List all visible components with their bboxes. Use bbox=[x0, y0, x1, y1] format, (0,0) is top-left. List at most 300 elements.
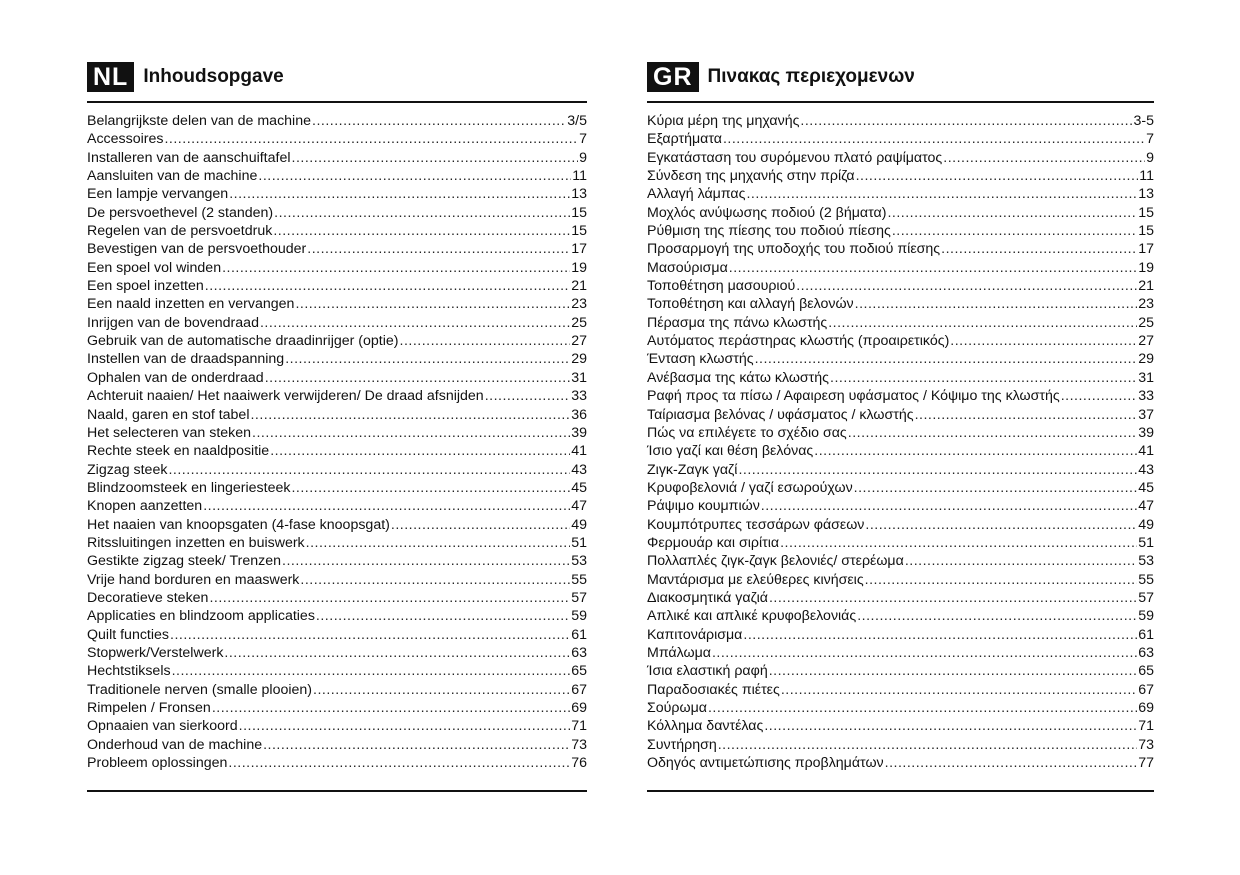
toc-entry-page: 67 bbox=[571, 681, 587, 698]
toc-entry-page: 65 bbox=[571, 663, 587, 680]
toc-entry-label: Accessoires bbox=[87, 131, 164, 148]
toc-entry bbox=[87, 479, 587, 497]
toc-entry-page: 51 bbox=[1138, 534, 1154, 551]
dot-leader bbox=[313, 681, 570, 699]
toc-entry-label: Quilt functies bbox=[87, 626, 170, 643]
toc-entry-label: Εγκατάσταση του συρόμενου πλατό ραψίματος bbox=[647, 149, 943, 166]
toc-entry bbox=[647, 662, 1154, 680]
toc-entry-label: Φερμουάρ και σιρίτια bbox=[647, 534, 780, 551]
toc-entry bbox=[647, 552, 1154, 570]
dot-leader bbox=[857, 607, 1137, 625]
toc-entry bbox=[647, 387, 1154, 405]
toc-entry bbox=[647, 589, 1154, 607]
toc-entry bbox=[647, 295, 1154, 313]
dot-leader bbox=[780, 534, 1137, 552]
section-header-nl bbox=[87, 62, 587, 92]
toc-entry-label: Rimpelen / Fronsen bbox=[87, 700, 211, 716]
toc-entry bbox=[647, 222, 1154, 240]
toc-entry-page: 39 bbox=[571, 424, 587, 441]
toc-entry bbox=[647, 534, 1154, 552]
toc-entry bbox=[87, 626, 587, 644]
toc-entry-page: 27 bbox=[1138, 333, 1154, 350]
toc-entry-label: Κρυφοβελονιά / γαζί εσωρούχων bbox=[647, 479, 853, 496]
toc-entry-label: Traditionele nerven (smalle plooien) bbox=[87, 681, 313, 698]
toc-entry bbox=[647, 277, 1154, 295]
toc-entry-label: Μαντάρισμα με ελεύθερες κινήσεις bbox=[647, 571, 864, 588]
toc-entry-label: Ράψιμο κουμπιών bbox=[647, 498, 760, 515]
toc-entry-label: Een spoel inzetten bbox=[87, 278, 204, 295]
toc-entry-label: Zigzag steek bbox=[87, 461, 168, 478]
toc-entry bbox=[87, 332, 587, 350]
toc-entry-label: Πέρασμα της πάνω κλωστής bbox=[647, 314, 828, 331]
dot-leader bbox=[224, 644, 570, 662]
toc-entry bbox=[87, 717, 587, 735]
dot-leader bbox=[718, 736, 1137, 754]
toc-entry bbox=[647, 240, 1154, 258]
toc-entry bbox=[87, 589, 587, 607]
toc-entry-page: 17 bbox=[1138, 241, 1154, 258]
dot-leader bbox=[295, 295, 570, 313]
dot-leader bbox=[239, 717, 571, 735]
toc-entry-page: 23 bbox=[1138, 296, 1154, 313]
toc-entry-page: 33 bbox=[1138, 388, 1154, 405]
toc-entry-label: Σούρωμα bbox=[647, 700, 707, 716]
dot-leader bbox=[830, 369, 1137, 387]
dot-leader bbox=[312, 112, 566, 130]
toc-entry-label: Ophalen van de onderdraad bbox=[87, 369, 264, 386]
toc-entry bbox=[87, 314, 587, 332]
toc-entry bbox=[87, 350, 587, 368]
dot-leader bbox=[229, 185, 570, 203]
dot-leader bbox=[708, 699, 1137, 717]
toc-entry-page: 27 bbox=[571, 333, 587, 350]
toc-entry-label: Ίσιο γαζί και θέση βελόνας bbox=[647, 443, 814, 460]
toc-entry-page: 36 bbox=[571, 406, 587, 423]
toc-entry-page: 67 bbox=[1138, 681, 1154, 698]
toc-entry bbox=[647, 497, 1154, 515]
toc-entry-page: 49 bbox=[571, 516, 587, 533]
toc-entry-label: Μπάλωμα bbox=[647, 644, 711, 661]
toc-entry-label: Naald, garen en stof tabel bbox=[87, 406, 250, 423]
toc-entry-page: 9 bbox=[579, 149, 587, 166]
dot-leader bbox=[781, 681, 1137, 699]
toc-entry-label: Een lampje vervangen bbox=[87, 186, 229, 203]
toc-entry-page: 23 bbox=[571, 296, 587, 313]
toc-entry-label: Hechtstiksels bbox=[87, 663, 171, 680]
toc-entry-page: 11 bbox=[1139, 168, 1154, 185]
toc-entry bbox=[647, 479, 1154, 497]
header-divider-nl bbox=[87, 101, 587, 103]
footer-divider-nl bbox=[87, 790, 587, 792]
toc-entry-page: 13 bbox=[1138, 186, 1154, 203]
toc-entry-page: 45 bbox=[1138, 479, 1154, 496]
dot-leader bbox=[943, 149, 1145, 167]
dot-leader bbox=[856, 167, 1139, 185]
toc-entry bbox=[647, 130, 1154, 148]
dot-leader bbox=[738, 461, 1137, 479]
toc-entry-label: Bevestigen van de persvoethouder bbox=[87, 241, 307, 258]
dot-leader bbox=[769, 589, 1137, 607]
toc-entry bbox=[647, 149, 1154, 167]
toc-entry-page: 37 bbox=[1138, 406, 1154, 423]
toc-entry bbox=[647, 204, 1154, 222]
toc-list-nl bbox=[87, 112, 587, 772]
toc-entry-page: 15 bbox=[571, 204, 587, 221]
dot-leader bbox=[316, 607, 570, 625]
dot-leader bbox=[950, 332, 1137, 350]
dot-leader bbox=[228, 754, 570, 772]
toc-entry-page: 71 bbox=[571, 718, 587, 735]
toc-entry-label: Het naaien van knoopsgaten (4-fase knoopsgat) bbox=[87, 516, 390, 533]
toc-entry-page: 61 bbox=[1138, 626, 1154, 643]
toc-entry bbox=[87, 149, 587, 167]
toc-entry bbox=[647, 314, 1154, 332]
toc-entry-page: 39 bbox=[1138, 424, 1154, 441]
toc-entry-label: Συντήρηση bbox=[647, 736, 717, 753]
dot-leader bbox=[282, 552, 570, 570]
toc-entry-label: Παραδοσιακές πιέτες bbox=[647, 681, 780, 698]
dot-leader bbox=[855, 295, 1138, 313]
dot-leader bbox=[712, 644, 1137, 662]
toc-entry-label: Gebruik van de automatische draadinrijger (optie) bbox=[87, 333, 399, 350]
dot-leader bbox=[865, 571, 1138, 589]
toc-entry bbox=[647, 185, 1154, 203]
dot-leader bbox=[291, 479, 570, 497]
dot-leader bbox=[209, 589, 570, 607]
toc-entry-label: Μοχλός ανύψωσης ποδιού (2 βήματα) bbox=[647, 204, 887, 221]
header-divider-gr bbox=[647, 101, 1154, 103]
toc-entry-label: Instellen van de draadspanning bbox=[87, 351, 285, 368]
toc-entry-page: 7 bbox=[1146, 131, 1154, 148]
toc-entry-label: Κόλλημα δαντέλας bbox=[647, 718, 764, 735]
toc-entry-page: 76 bbox=[571, 755, 587, 772]
dot-leader bbox=[222, 259, 570, 277]
footer-divider-gr bbox=[647, 790, 1154, 792]
toc-entry-label: Installeren van de aanschuiftafel bbox=[87, 149, 291, 166]
toc-entry-page: 21 bbox=[571, 278, 587, 295]
toc-entry-page: 73 bbox=[571, 736, 587, 753]
toc-entry bbox=[647, 259, 1154, 277]
toc-entry bbox=[647, 112, 1154, 130]
toc-entry-page: 57 bbox=[1138, 589, 1154, 606]
toc-entry-label: Οδηγός αντιμετώπισης προβλημάτων bbox=[647, 755, 884, 772]
dot-leader bbox=[905, 552, 1137, 570]
dot-leader bbox=[307, 240, 570, 258]
toc-entry bbox=[87, 369, 587, 387]
toc-entry-label: Belangrijkste delen van de machine bbox=[87, 113, 311, 129]
dot-leader bbox=[941, 240, 1137, 258]
dot-leader bbox=[250, 406, 570, 424]
toc-entry-page: 55 bbox=[1138, 571, 1154, 588]
dot-leader bbox=[800, 112, 1132, 130]
dot-leader bbox=[306, 534, 571, 552]
toc-entry-page: 63 bbox=[571, 644, 587, 661]
toc-entry bbox=[647, 607, 1154, 625]
toc-entry bbox=[647, 332, 1154, 350]
toc-column-gr bbox=[647, 62, 1154, 772]
dot-leader bbox=[485, 387, 571, 405]
toc-entry bbox=[87, 222, 587, 240]
toc-entry bbox=[87, 662, 587, 680]
dot-leader bbox=[796, 277, 1137, 295]
toc-entry-page: 13 bbox=[571, 186, 587, 203]
toc-entry-label: Μασούρισμα bbox=[647, 259, 728, 276]
toc-entry-label: Applicaties en blindzoom applicaties bbox=[87, 608, 315, 625]
toc-entry bbox=[87, 497, 587, 515]
toc-entry-label: Een spoel vol winden bbox=[87, 259, 222, 276]
toc-entry bbox=[87, 185, 587, 203]
dot-leader bbox=[887, 204, 1137, 222]
toc-entry-label: Blindzoomsteek en lingeriesteek bbox=[87, 479, 291, 496]
toc-entry bbox=[647, 516, 1154, 534]
toc-entry bbox=[87, 442, 587, 460]
toc-entry-label: Ritssluitingen inzetten en buiswerk bbox=[87, 534, 305, 551]
toc-entry-page: 47 bbox=[571, 498, 587, 515]
dot-leader bbox=[729, 259, 1137, 277]
language-badge-gr: GR bbox=[647, 62, 699, 92]
language-badge-nl: NL bbox=[87, 62, 134, 92]
dot-leader bbox=[885, 754, 1138, 772]
toc-entry bbox=[87, 424, 587, 442]
toc-entry-page: 65 bbox=[1138, 663, 1154, 680]
section-title-gr: Πινακας περιεχομενων bbox=[707, 66, 915, 87]
toc-entry bbox=[87, 259, 587, 277]
toc-entry-page: 31 bbox=[571, 369, 587, 386]
toc-entry-page: 77 bbox=[1138, 755, 1154, 772]
toc-entry-label: Απλικέ και απλικέ κρυφοβελονιάς bbox=[647, 608, 857, 625]
toc-entry-page: 43 bbox=[571, 461, 587, 478]
toc-entry-page: 19 bbox=[1138, 259, 1154, 276]
toc-entry bbox=[87, 552, 587, 570]
toc-entry-label: Probleem oplossingen bbox=[87, 755, 228, 772]
toc-entry bbox=[87, 681, 587, 699]
dot-leader bbox=[828, 314, 1137, 332]
toc-entry-label: Ζιγκ-Ζαγκ γαζί bbox=[647, 461, 738, 478]
toc-entry-page: 15 bbox=[1138, 223, 1154, 240]
toc-entry bbox=[647, 461, 1154, 479]
toc-entry bbox=[87, 699, 587, 717]
toc-entry-label: Achteruit naaien/ Het naaiwerk verwijderen/ De draad afsnijden bbox=[87, 388, 484, 405]
toc-entry-label: Het selecteren van steken bbox=[87, 424, 252, 441]
toc-entry-label: Διακοσμητικά γαζιά bbox=[647, 589, 768, 606]
dot-leader bbox=[258, 167, 571, 185]
toc-entry-page: 57 bbox=[571, 589, 587, 606]
toc-entry-label: Τοποθέτηση μασουριού bbox=[647, 278, 796, 295]
toc-entry-page: 11 bbox=[572, 168, 587, 185]
toc-entry-page: 3-5 bbox=[1133, 113, 1154, 129]
toc-entry-page: 29 bbox=[571, 351, 587, 368]
toc-entry-page: 63 bbox=[1138, 644, 1154, 661]
toc-entry-page: 31 bbox=[1138, 369, 1154, 386]
toc-entry-label: Regelen van de persvoetdruk bbox=[87, 223, 273, 240]
toc-list-gr bbox=[647, 112, 1154, 772]
toc-entry-label: Αλλαγή λάμπας bbox=[647, 186, 746, 203]
toc-entry bbox=[647, 644, 1154, 662]
toc-entry bbox=[87, 534, 587, 552]
toc-entry-label: Εξαρτήματα bbox=[647, 131, 722, 148]
toc-entry-page: 41 bbox=[1138, 443, 1154, 460]
toc-entry-page: 9 bbox=[1146, 149, 1154, 166]
toc-entry bbox=[87, 754, 587, 772]
toc-entry-label: Ένταση κλωστής bbox=[647, 351, 754, 368]
dot-leader bbox=[854, 479, 1138, 497]
section-title-nl: Inhoudsopgave bbox=[143, 66, 284, 87]
toc-entry-page: 25 bbox=[1138, 314, 1154, 331]
toc-entry bbox=[647, 681, 1154, 699]
toc-entry-page: 49 bbox=[1138, 516, 1154, 533]
toc-entry bbox=[647, 424, 1154, 442]
toc-entry-page: 69 bbox=[1138, 700, 1154, 716]
toc-entry-page: 15 bbox=[571, 223, 587, 240]
toc-entry-page: 53 bbox=[571, 553, 587, 570]
toc-entry-page: 69 bbox=[571, 700, 587, 716]
toc-entry-page: 55 bbox=[571, 571, 587, 588]
toc-entry-page: 59 bbox=[571, 608, 587, 625]
toc-entry-page: 3/5 bbox=[567, 113, 587, 129]
toc-entry-page: 15 bbox=[1138, 204, 1154, 221]
toc-entry-label: Καπιτονάρισμα bbox=[647, 626, 743, 643]
dot-leader bbox=[260, 314, 570, 332]
dot-leader bbox=[274, 204, 570, 222]
toc-entry bbox=[647, 571, 1154, 589]
toc-entry-label: Πολλαπλές ζιγκ-ζαγκ βελονιές/ στερέωμα bbox=[647, 553, 904, 570]
toc-entry bbox=[87, 295, 587, 313]
toc-entry bbox=[87, 644, 587, 662]
dot-leader bbox=[273, 222, 570, 240]
toc-entry-page: 47 bbox=[1138, 498, 1154, 515]
dot-leader bbox=[168, 461, 570, 479]
dot-leader bbox=[769, 662, 1138, 680]
dot-leader bbox=[723, 130, 1145, 148]
toc-entry-page: 25 bbox=[571, 314, 587, 331]
toc-entry-label: Ρύθμιση της πίεσης του ποδιού πίεσης bbox=[647, 223, 891, 240]
toc-entry bbox=[87, 736, 587, 754]
dot-leader bbox=[300, 571, 570, 589]
toc-entry-page: 43 bbox=[1138, 461, 1154, 478]
toc-entry bbox=[87, 516, 587, 534]
toc-entry bbox=[647, 699, 1154, 717]
toc-entry-label: Ανέβασμα της κάτω κλωστής bbox=[647, 369, 830, 386]
dot-leader bbox=[814, 442, 1137, 460]
toc-entry-label: Opnaaien van sierkoord bbox=[87, 718, 238, 735]
dot-leader bbox=[915, 406, 1138, 424]
toc-entry bbox=[87, 277, 587, 295]
dot-leader bbox=[391, 516, 570, 534]
toc-entry-label: Vrije hand borduren en maaswerk bbox=[87, 571, 300, 588]
toc-entry-label: Αυτόματος περάστηρας κλωστής (προαιρετικός) bbox=[647, 333, 950, 350]
toc-entry bbox=[87, 406, 587, 424]
toc-entry-label: Σύνδεση της μηχανής στην πρίζα bbox=[647, 168, 855, 185]
toc-entry-label: Gestikte zigzag steek/ Trenzen bbox=[87, 553, 281, 570]
toc-entry bbox=[87, 571, 587, 589]
toc-entry-label: Κύρια μέρη της μηχανής bbox=[647, 113, 800, 129]
dot-leader bbox=[865, 516, 1137, 534]
toc-entry bbox=[647, 736, 1154, 754]
toc-entry-label: Προσαρμογή της υποδοχής του ποδιού πίεσης bbox=[647, 241, 941, 258]
toc-entry bbox=[647, 406, 1154, 424]
toc-entry-page: 21 bbox=[1138, 278, 1154, 295]
dot-leader bbox=[205, 277, 570, 295]
toc-entry bbox=[647, 167, 1154, 185]
dot-leader bbox=[746, 185, 1137, 203]
dot-leader bbox=[755, 350, 1138, 368]
dot-leader bbox=[212, 699, 570, 717]
toc-entry-page: 29 bbox=[1138, 351, 1154, 368]
toc-entry-label: Stopwerk/Verstelwerk bbox=[87, 644, 224, 661]
dot-leader bbox=[270, 442, 570, 460]
toc-entry bbox=[87, 204, 587, 222]
dot-leader bbox=[292, 149, 579, 167]
toc-entry bbox=[87, 607, 587, 625]
dot-leader bbox=[170, 626, 570, 644]
dot-leader bbox=[761, 497, 1137, 515]
toc-entry-label: Πώς να επιλέγετε το σχέδιο σας bbox=[647, 424, 847, 441]
toc-entry-label: Ταίριασμα βελόνας / υφάσματος / κλωστής bbox=[647, 406, 914, 423]
toc-entry-label: Aansluiten van de machine bbox=[87, 168, 258, 185]
toc-entry bbox=[87, 240, 587, 258]
toc-entry-label: Een naald inzetten en vervangen bbox=[87, 296, 295, 313]
toc-entry-page: 61 bbox=[571, 626, 587, 643]
toc-entry-label: Κουμπότρυπες τεσσάρων φάσεων bbox=[647, 516, 865, 533]
dot-leader bbox=[265, 369, 571, 387]
dot-leader bbox=[1061, 387, 1138, 405]
section-header-gr bbox=[647, 62, 1154, 92]
dot-leader bbox=[764, 717, 1137, 735]
toc-entry-page: 33 bbox=[571, 388, 587, 405]
toc-entry bbox=[647, 626, 1154, 644]
toc-entry-page: 71 bbox=[1138, 718, 1154, 735]
toc-entry-label: Ραφή προς τα πίσω / Αφαιρεση υφάσματος / Κόψιμο της κλωστής bbox=[647, 388, 1060, 405]
toc-entry-label: Inrijgen van de bovendraad bbox=[87, 314, 259, 331]
toc-entry bbox=[647, 442, 1154, 460]
toc-entry-label: Onderhoud van de machine bbox=[87, 736, 263, 753]
dot-leader bbox=[892, 222, 1137, 240]
toc-entry-page: 17 bbox=[571, 241, 587, 258]
dot-leader bbox=[848, 424, 1137, 442]
dot-leader bbox=[400, 332, 571, 350]
toc-entry bbox=[87, 461, 587, 479]
toc-entry-page: 19 bbox=[571, 259, 587, 276]
toc-entry bbox=[647, 717, 1154, 735]
toc-entry-page: 59 bbox=[1138, 608, 1154, 625]
toc-entry-page: 7 bbox=[579, 131, 587, 148]
toc-column-nl bbox=[87, 62, 587, 772]
dot-leader bbox=[164, 130, 578, 148]
toc-entry-label: Ίσια ελαστική ραφή bbox=[647, 663, 768, 680]
toc-entry-label: Decoratieve steken bbox=[87, 589, 209, 606]
toc-entry-label: De persvoethevel (2 standen) bbox=[87, 204, 274, 221]
dot-leader bbox=[285, 350, 570, 368]
dot-leader bbox=[203, 497, 570, 515]
toc-entry bbox=[87, 112, 587, 130]
toc-entry-page: 41 bbox=[571, 443, 587, 460]
toc-entry bbox=[87, 387, 587, 405]
toc-entry-label: Τοποθέτηση και αλλαγή βελονών bbox=[647, 296, 854, 313]
toc-entry bbox=[647, 350, 1154, 368]
toc-entry bbox=[87, 167, 587, 185]
dot-leader bbox=[172, 662, 571, 680]
toc-entry bbox=[87, 130, 587, 148]
toc-entry-page: 53 bbox=[1138, 553, 1154, 570]
toc-entry bbox=[647, 369, 1154, 387]
toc-entry-page: 73 bbox=[1138, 736, 1154, 753]
dot-leader bbox=[252, 424, 570, 442]
toc-entry-label: Rechte steek en naaldpositie bbox=[87, 443, 270, 460]
toc-entry-label: Knopen aanzetten bbox=[87, 498, 203, 515]
dot-leader bbox=[263, 736, 570, 754]
dot-leader bbox=[743, 626, 1137, 644]
toc-entry-page: 45 bbox=[571, 479, 587, 496]
